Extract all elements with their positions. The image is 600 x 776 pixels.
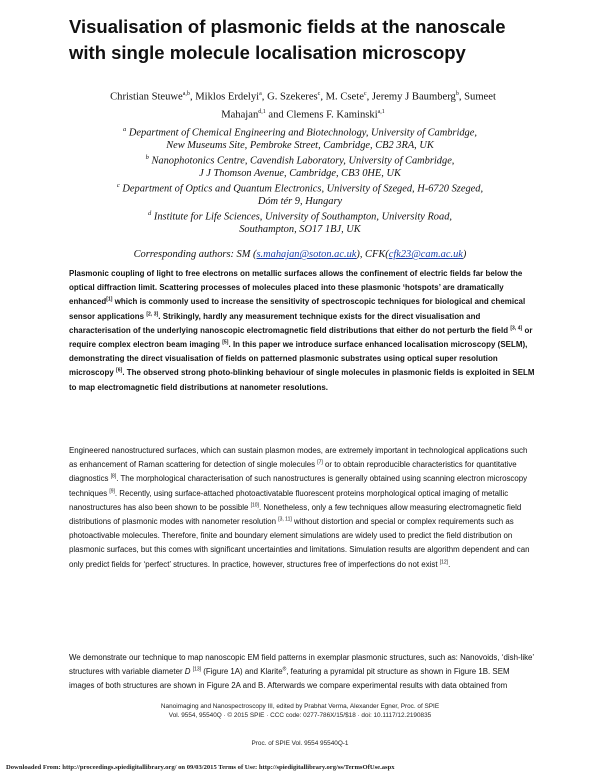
citation: [10] — [250, 502, 259, 509]
download-notice: Downloaded From: http://proceedings.spiedigitallibrary.org/ on 09/03/2015 Terms of Use: http://spiedigitallibrary.org/ss/TermsOfUse.aspx — [6, 764, 395, 771]
author-conjunction: and — [268, 109, 284, 121]
body-paragraph-2: We demonstrate our technique to map nanoscopic EM field patterns in exemplar plasmonic structures, such as: Nanovoids, ‘dish-like’ structures with variable diameter D [13] (Figure 1A) and Klarite®, featuring a pyramidal pit structure as shown in Figure 1B. SEM images of both structures are shown in Figure 2A and B. Afterwards we compare experimental results with data obtained from — [69, 653, 534, 691]
author-name: G. Szekeres — [267, 91, 318, 103]
paper-title: Visualisation of plasmonic fields at the nanoscale with single molecule localisation microscopy — [69, 16, 506, 63]
citation: [9] — [109, 487, 115, 494]
affiliation: $^a$ Department of Chemical Engineering and Biotechnology, University of Cambridge, New Museums Site, Pembroke Street, Cambridge, CB2 3RA, UK — [123, 126, 477, 151]
citation: [7] — [317, 459, 323, 466]
affiliation: $^d$ Institute for Life Sciences, University of Southampton, University Road, Southampton, SO17 1BJ, UK — [148, 210, 452, 235]
citation: [2, 3] — [146, 310, 159, 317]
email-link-mahajan[interactable]: s.mahajan@soton.ac.uk — [256, 249, 357, 260]
email-link-kaminski[interactable]: cfk23@cam.ac.uk — [388, 249, 463, 260]
author-list: Christian Steuwe$^{a,b}$, Miklos Erdelyi$^a$, G. Szekeres$^c$, M. Csete$^c$, Jeremy J Baumberg$^b$, Sumeet Mahajan$^{d,1}$ and Clemens F. Kaminski$^{a,1}$ — [110, 91, 496, 121]
author-affil-sup: a,b — [182, 91, 190, 97]
citation: [3, 11] — [278, 516, 292, 523]
corresponding-authors: Corresponding authors: SM (s.mahajan@soton.ac.uk), CFK(cfk23@cam.ac.uk) — [133, 249, 467, 260]
author-affil-sup: a,1 — [377, 108, 385, 115]
affiliation: $^b$ Nanophotonics Centre, Cavendish Laboratory, University of Cambridge, J J Thomson Avenue, Cambridge, CB3 0HE, UK — [145, 154, 455, 179]
citation: [1] — [106, 296, 113, 303]
citation: [5] — [222, 339, 229, 346]
abstract: Plasmonic coupling of light to free electrons on metallic surfaces allows the confinement of electric fields far below the optical diffraction limit. Scattering processes of molecules placed into these plasmonic ‘hotspots’ are dramatically enhanced[1] which is commonly used to increase the sensitivity of spectroscopic techniques for biological and chemical sensor applications [2, 3]. Strikingly, hardly any measurement technique exists for the direct visualisation and characterisation of the underlying nanoscopic electromagnetic field distributions that either do not perturb the field [3, 4] or require complex electron beam imaging [5]. In this paper we introduce surface enhanced localisation microscopy (SELM), demonstrating the direct visualisation of fields on patterned plasmonic substrates using optical super resolution microscopy [6]. The observed strong photo-blinking behaviour of single molecules in plasmonic fields is exploited in SELM to map electromagnetic field distributions at nanometer resolutions. — [69, 269, 535, 392]
citation: [13] — [192, 666, 202, 673]
affiliation: $^c$ Department of Optics and Quantum Electronics, University of Szeged, H-6720 Szeged, Dóm tér 9, Hungary — [116, 182, 484, 207]
author-name: Sumeet Mahajan — [221, 91, 496, 121]
author-affil-sup: c — [317, 91, 321, 97]
citation: [8] — [110, 473, 117, 480]
author-affil-sup: c — [363, 91, 367, 97]
author-name: M. Csete — [325, 91, 364, 103]
author-affil-sup: a — [259, 91, 262, 97]
citation: [12] — [439, 559, 449, 565]
author-affil-sup: d,1 — [258, 108, 266, 115]
author-name: Jeremy J Baumberg — [371, 91, 456, 103]
citation: [3, 4] — [510, 325, 523, 332]
proceedings-footer: Nanoimaging and Nanospectroscopy III, edited by Prabhat Verma, Alexander Egner, Proc. of SPIE Vol. 9554, 95540Q · © 2015 SPIE · CCC code: 0277-786X/15/$18 · doi: 10.1117/12.2190835 — [160, 703, 440, 719]
author-name: Clemens F. Kaminski — [286, 109, 378, 121]
page-number: Proc. of SPIE Vol. 9554 95540Q-1 — [251, 740, 349, 747]
author-name: Miklos Erdelyi — [195, 91, 260, 103]
author-affil-sup: b — [455, 91, 459, 97]
citation: [6] — [116, 367, 123, 374]
body-paragraph-1: Engineered nanostructured surfaces, which can sustain plasmon modes, are extremely important in technological applications such as enhancement of Raman scattering for detection of single molecules [7] or to obtain reproducible characteristics for quantitative diagnostics [8]. The morphological characterisation of such nanostructures is generally obtained using scanning electron microscopy techniques [9]. Recently, using surface-attached photoactivatable fluorescent proteins morphological optical imaging of metallic nanostructures has also been shown to be possible [10]. Nonetheless, only a few techniques allow measuring electromagnetic field distributions of plasmonic modes with nanometer resolution [3, 11] without distortion and special or complex requirements such as photoactivable molecules. Therefore, finite and boundary element simulations are widely used to predict the field distribution on plasmonic surfaces, but this comes with significant uncertainties and limitations. Simulation results are algorithm dependent and can only predict fields for ‘perfect’ structures. In practice, however, structures free of imperfections do not exist [12]. — [69, 446, 530, 569]
author-name: Christian Steuwe — [110, 91, 183, 103]
affiliation-list — [100, 124, 500, 236]
